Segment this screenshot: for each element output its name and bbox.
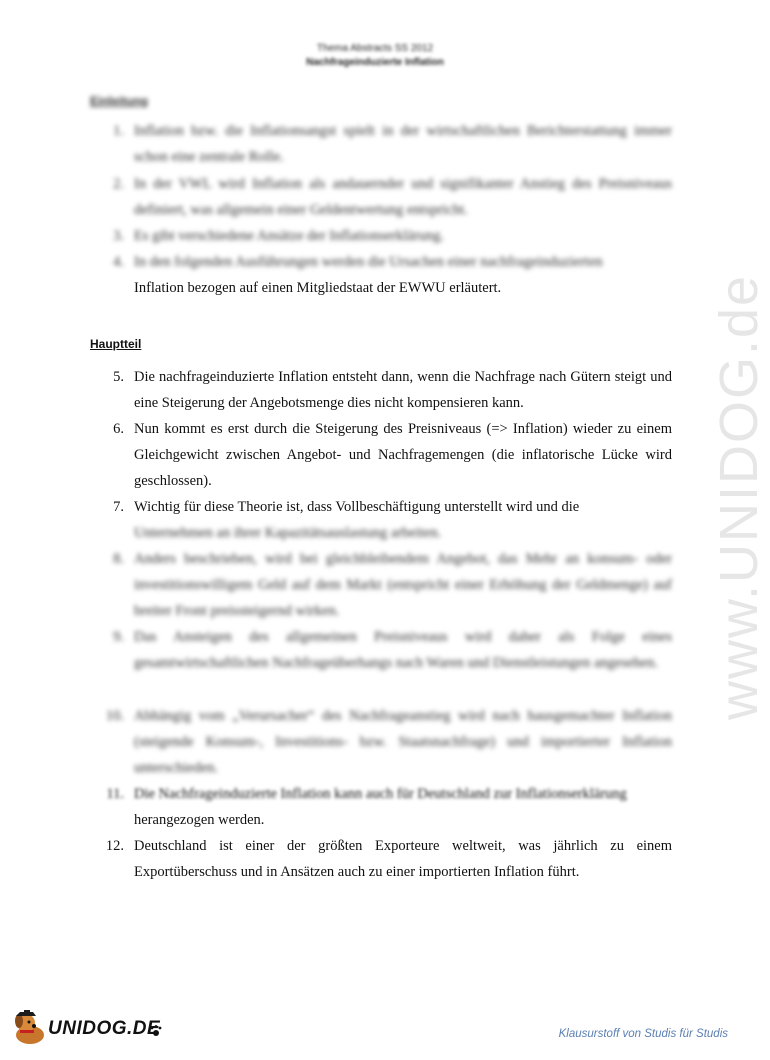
watermark-text: www.UNIDOG.de xyxy=(709,273,769,720)
item-text: In der VWL wird Inflation als andauernder und signifikanter Anstieg des Preisniveaus definiert, was allgemein einer Geldentwertung entspricht. xyxy=(134,176,672,218)
item-text: Inflation bezogen auf einen Mitgliedstaat der EWWU erläutert. xyxy=(134,280,502,296)
list-item xyxy=(92,118,672,170)
item-number: 5. xyxy=(113,369,124,385)
header-title: Nachfrageinduzierte Inflation xyxy=(306,57,444,68)
list-item xyxy=(92,833,672,885)
item-number: 9. xyxy=(113,629,124,645)
item-text: Wichtig für diese Theorie ist, dass Vollbeschäftigung unterstellt wird und die xyxy=(134,499,580,515)
section-title-intro: Einleitung xyxy=(90,94,148,108)
item-text: Das Ansteigen des allgemeinen Preisniveaus wird daher als Folge eines gesamtwirtschaftlichen Nachfrageüberhangs nach Waren und Dienstleistungen angesehen. xyxy=(134,629,672,671)
item-text: Deutschland ist einer der größten Exporteure weltweit, was jährlich zu einem Exportüberschuss und in Ansätzen auch zu einer importierten Inflation führt. xyxy=(134,838,672,880)
item-number: 4. xyxy=(113,254,124,270)
item-number: 3. xyxy=(113,228,124,244)
item-text: herangezogen werden. xyxy=(134,812,265,828)
list-item xyxy=(92,364,672,416)
section-title-main: Hauptteil xyxy=(90,337,142,351)
list-item xyxy=(92,703,672,781)
item-number: 12. xyxy=(105,838,124,854)
item-text-blurred: In den folgenden Ausführungen werden die Ursachen einer nachfrageinduzierten xyxy=(134,254,603,270)
list-item xyxy=(92,223,672,249)
item-text: Inflation bzw. die Inflationsangst spielt in der wirtschaftlichen Berichterstattung immer schon eine zentrale Rolle. xyxy=(134,123,672,165)
item-number: 8. xyxy=(113,551,124,567)
item-number: 6. xyxy=(113,421,124,437)
list-item xyxy=(92,494,672,546)
item-text: Es gibt verschiedene Ansätze der Inflationserklärung. xyxy=(134,228,445,244)
document-header xyxy=(0,42,750,70)
item-number: 2. xyxy=(113,176,124,192)
item-number: 1. xyxy=(113,123,124,139)
list-item xyxy=(92,416,672,494)
item-text: Anders beschrieben, wird bei gleichbleibendem Angebot, das Mehr an konsum- oder investitionswilligem Geld auf dem Markt (entspricht einer Erhöhung der Geldmenge) auf breiter Front preissteigernd wirken. xyxy=(134,551,672,619)
list-item xyxy=(92,624,672,676)
item-number: 10. xyxy=(105,708,124,724)
item-text: Nun kommt es erst durch die Steigerung des Preisniveaus (=> Inflation) wieder zu einem Gleichgewicht zwischen Angebot- und Nachfragemengen (die inflatorische Lücke wird geschlossen). xyxy=(134,421,672,489)
item-text-blurred: Die Nachfrageinduzierte Inflation kann auch für Deutschland zur Inflationserklärung xyxy=(134,786,627,802)
item-text: Abhängig vom „Verursacher“ des Nachfrageanstieg wird nach hausgemachter Inflation (steigende Konsum-, Investitions- bzw. Staatsnachfrage) und importierter Inflation unterschieden. xyxy=(134,708,672,776)
list-item xyxy=(92,171,672,223)
item-number: 11. xyxy=(106,786,124,802)
footer-tagline: Klausurstoff von Studis für Studis xyxy=(558,1028,728,1040)
item-text: Die nachfrageinduzierte Inflation entsteht dann, wenn die Nachfrage nach Gütern steigt und eine Steigerung der Angebotsmenge dies nicht kompensieren kann. xyxy=(134,369,672,411)
header-topic: Thema Abstracts SS 2012 xyxy=(316,43,434,54)
list-item xyxy=(92,781,672,833)
item-number: 7. xyxy=(113,499,124,515)
logo-text: UNIDOG.DE xyxy=(48,1018,161,1039)
item-text-blurred: Unternehmen an ihrer Kapazitätsauslastung arbeiten. xyxy=(134,525,442,541)
list-item xyxy=(92,249,672,301)
list-item xyxy=(92,546,672,624)
